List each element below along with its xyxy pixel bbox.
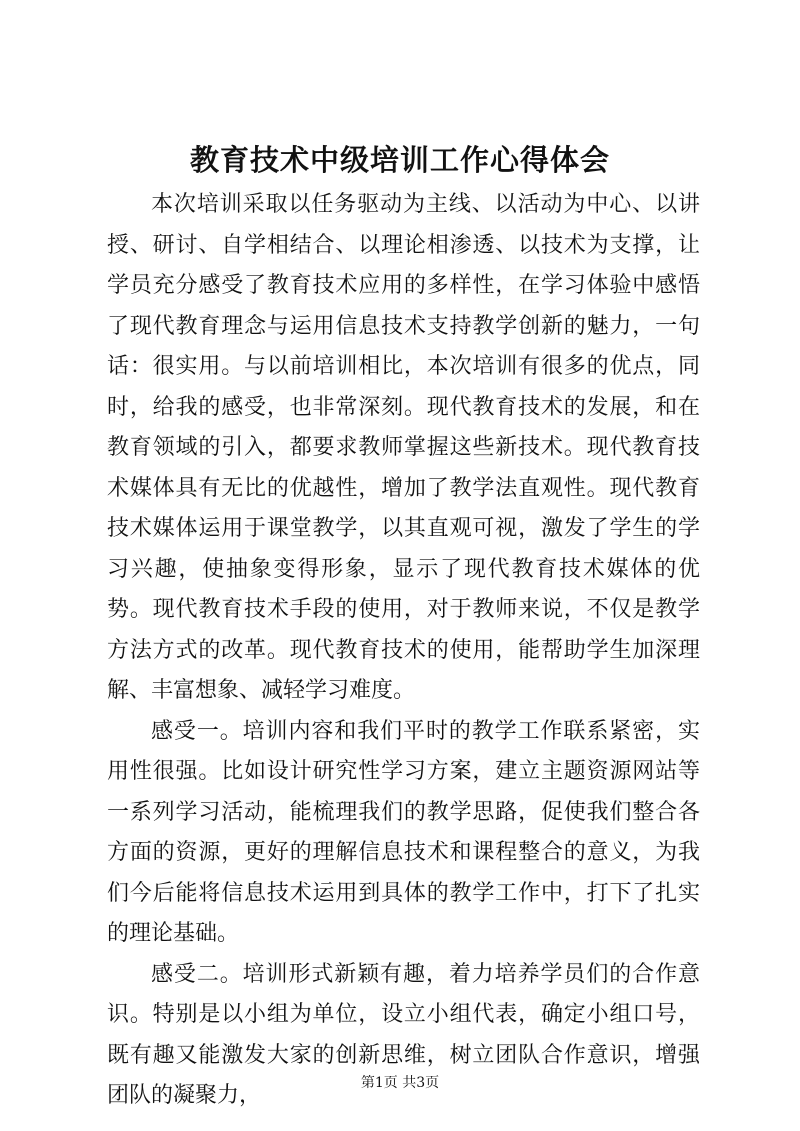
document-title: 教育技术中级培训工作心得体会 — [189, 143, 610, 177]
document-body — [107, 185, 700, 1117]
page-footer: 第1页 共3页 — [360, 1075, 440, 1091]
paragraph-1: 本次培训采取以任务驱动为主线、以活动为中心、以讲授、研讨、自学相结合、以理论相渗透、以技术为支撑，让学员充分感受了教育技术应用的多样性，在学习体验中感悟了现代教育理念与运用信息技术支持教学创新的魅力，一句话：很实用。与以前培训相比，本次培训有很多的优点，同时，给我的感受，也非常深刻。现代教育技术的发展，和在教育领域的引入，都要求教师掌握这些新技术。现代教育技术媒体具有无比的优越性，增加了教学法直观性。现代教育技术媒体运用于课堂教学，以其直观可视，激发了学生的学习兴趣，使抽象变得形象，显示了现代教育技术媒体的优势。现代教育技术手段的使用，对于教师来说，不仅是教学方法方式的改革。现代教育技术的使用，能帮助学生加深理解、丰富想象、减轻学习难度。 — [107, 192, 700, 703]
paragraph-2: 感受一。培训内容和我们平时的教学工作联系紧密，实用性很强。比如设计研究性学习方案，建立主题资源网站等一系列学习活动，能梳理我们的教学思路，促使我们整合各方面的资源，更好的理解信息技术和课程整合的意义，为我们今后能将信息技术运用到具体的教学工作中，打下了扎实的理论基础。 — [107, 718, 700, 946]
paragraph-3: 感受二。培训形式新颖有趣，着力培养学员们的合作意识。特别是以小组为单位，设立小组代表，确定小组口号，既有趣又能激发大家的创新思维，树立团队合作意识，增强团队的凝聚力， — [107, 961, 700, 1108]
